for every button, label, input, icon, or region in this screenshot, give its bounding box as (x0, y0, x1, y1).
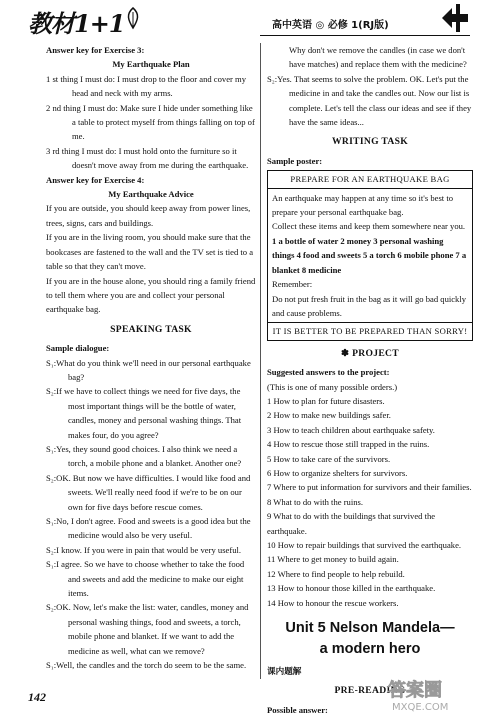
dialogue-line: S₂:If we have to collect things we need for five days, the most important things will be the bottle of water, candles, money and personal washing things. That makes four, do you agree? (46, 386, 242, 440)
project-item: 3 How to teach children about earthquake safety. (267, 424, 435, 435)
header-rule (260, 35, 470, 36)
project-item: 6 How to organize shelters for survivors. (267, 467, 408, 478)
poster-line: An earthquake may happen at any time so it's best to prepare your personal earthquake bag. (272, 192, 454, 218)
plan-title: My Earthquake Plan (112, 59, 190, 70)
project-item: 11 Where to get money to build again. (267, 554, 399, 565)
project-item: 8 What to do with the ruins. (267, 496, 364, 507)
project-item: 4 How to rescue those still trapped in the ruins. (267, 439, 430, 450)
column-divider (260, 43, 261, 679)
page-header (0, 0, 500, 40)
speaking-task-heading: SPEAKING TASK (110, 323, 192, 335)
advice-paragraph: If you are in the living room, you should make sure that the bookcases are fastened to the wall and the TV set is tied to a table so that they can't move. (46, 232, 254, 272)
orders-note: (This is one of many possible orders.) (267, 381, 398, 392)
leaf-icon (122, 6, 144, 35)
poster-footer: IT IS BETTER TO BE PREPARED THAN SORRY! (268, 322, 472, 339)
poster-note: Do not put fresh fruit in the bag as it will go bad quickly and cause problems. (272, 293, 467, 318)
poster-items: 1 a bottle of water 2 money 3 personal washing things 4 food and sweets 5 a torch 6 mobile phone 7 a blanket 8 medicine (272, 235, 467, 275)
project-item: 1 How to plan for future disasters. (267, 395, 385, 406)
in-class-label: 课内题解 (267, 666, 302, 677)
page-number: 142 (28, 690, 46, 704)
possible-answer-label: Possible answer: (267, 704, 328, 715)
plan-item: 1 st thing I must do: I must drop to the floor and cover my head and neck with my arms. (46, 73, 247, 99)
advice-paragraph: If you are in the house alone, you should ring a family friend to tell them where you are and collect your personal earthquake bag. (46, 275, 256, 315)
answer-key-3: Answer key for Exercise 3: (46, 45, 145, 55)
dialogue-line: S₁:No, I don't agree. Food and sweets is a good idea but the medicine would also be very useful. (46, 516, 251, 541)
svg-text:答案圈: 答案圈 (388, 680, 442, 701)
project-item: 7 Where to put information for survivors and their families. (267, 482, 472, 493)
watermark-logo (384, 676, 490, 714)
dialogue-line: S₁:What do you think we'll need in our personal earthquake bag? (46, 357, 251, 382)
poster-line: Collect these items and keep them somewhere near you. (272, 221, 466, 232)
writing-task-heading: WRITING TASK (331, 136, 409, 148)
project-heading: ✽ PROJECT (341, 347, 399, 359)
dialogue-line: S₁:I agree. So we have to choose whether to take the food and sweets and add the medicine to make our eight items. (46, 559, 245, 599)
sample-poster-label: Sample poster: (267, 155, 323, 166)
poster-title: PREPARE FOR AN EARTHQUAKE BAG (268, 171, 472, 188)
emblem-icon (438, 4, 472, 32)
project-item: 9 What to do with the buildings that survived the earthquake. (267, 511, 436, 536)
project-item: 10 How to repair buildings that survived the earthquake. (267, 540, 462, 550)
project-item: 2 How to make new buildings safer. (267, 410, 391, 421)
advice-title: My Earthquake Advice (108, 189, 194, 200)
suggested-answers-label: Suggested answers to the project: (267, 367, 390, 378)
prereading-heading: PRE-READING (334, 685, 406, 697)
poster-remember: Remember: (272, 279, 313, 290)
plan-item: 2 nd thing I must do: Make sure I hide under something like a table to protect myself from things falling on top of me. (46, 102, 255, 142)
project-item: 14 How to honour the rescue workers. (267, 597, 399, 608)
project-item: 5 How to take care of the survivors. (267, 453, 391, 464)
svg-text:MXQE.COM: MXQE.COM (392, 702, 449, 713)
dialogue-line: S₂:OK. Now, let's make the list: water, candles, money and personal washing things, food and sweets, a torch, mobile phone and blanket. If we want to add the medicine as well, what can we remove? (46, 602, 249, 656)
dialogue-line: S₁:Yes, they sound good choices. I also think we need a torch, a mobile phone and a blanket. Another one? (46, 443, 242, 469)
project-item: 12 Where to find people to help rebuild. (267, 568, 405, 579)
dialogue-continuation: Why don't we remove the candles (in case we don't have matches) and replace them with the medicine? (289, 45, 467, 70)
sample-dialogue-label: Sample dialogue: (46, 343, 110, 354)
answer-key-4: Answer key for Exercise 4: (46, 174, 145, 185)
dialogue-line: S₁:Well, the candles and the torch do seem to be the same. (46, 660, 247, 671)
plan-item: 3 rd thing I must do: I must hold onto the furniture so it doesn't move away from me during the earthquake. (46, 145, 249, 171)
dialogue-line: S₂:Yes. That seems to solve the problem. OK. Let's put the medicine in and take the candles out. Now our list is complete. Let's tell the class our ideas and see if they have the same ideas... (267, 73, 472, 128)
dialogue-line: S₂:I know. If you were in pain that would be very useful. (46, 544, 242, 555)
project-item: 13 How to honour those killed in the earthquake. (267, 583, 436, 594)
subject-label: 高中英语 ◎ 必修 1(RJ版) (272, 20, 389, 31)
advice-paragraph: If you are outside, you should keep away from power lines, trees, signs, cars and buildings. (46, 203, 251, 228)
earthquake-poster (267, 170, 473, 340)
left-column (46, 43, 256, 672)
unit-title: Unit 5 Nelson Mandela— a modern hero (285, 620, 455, 658)
book-logo: 教材1+1 (28, 9, 125, 38)
right-column (267, 43, 473, 717)
dialogue-line: S₂:OK. But now we have difficulties. I would like food and sweets. We'll really need food if we're to be on our own for five days before rescue comes. (46, 472, 251, 512)
